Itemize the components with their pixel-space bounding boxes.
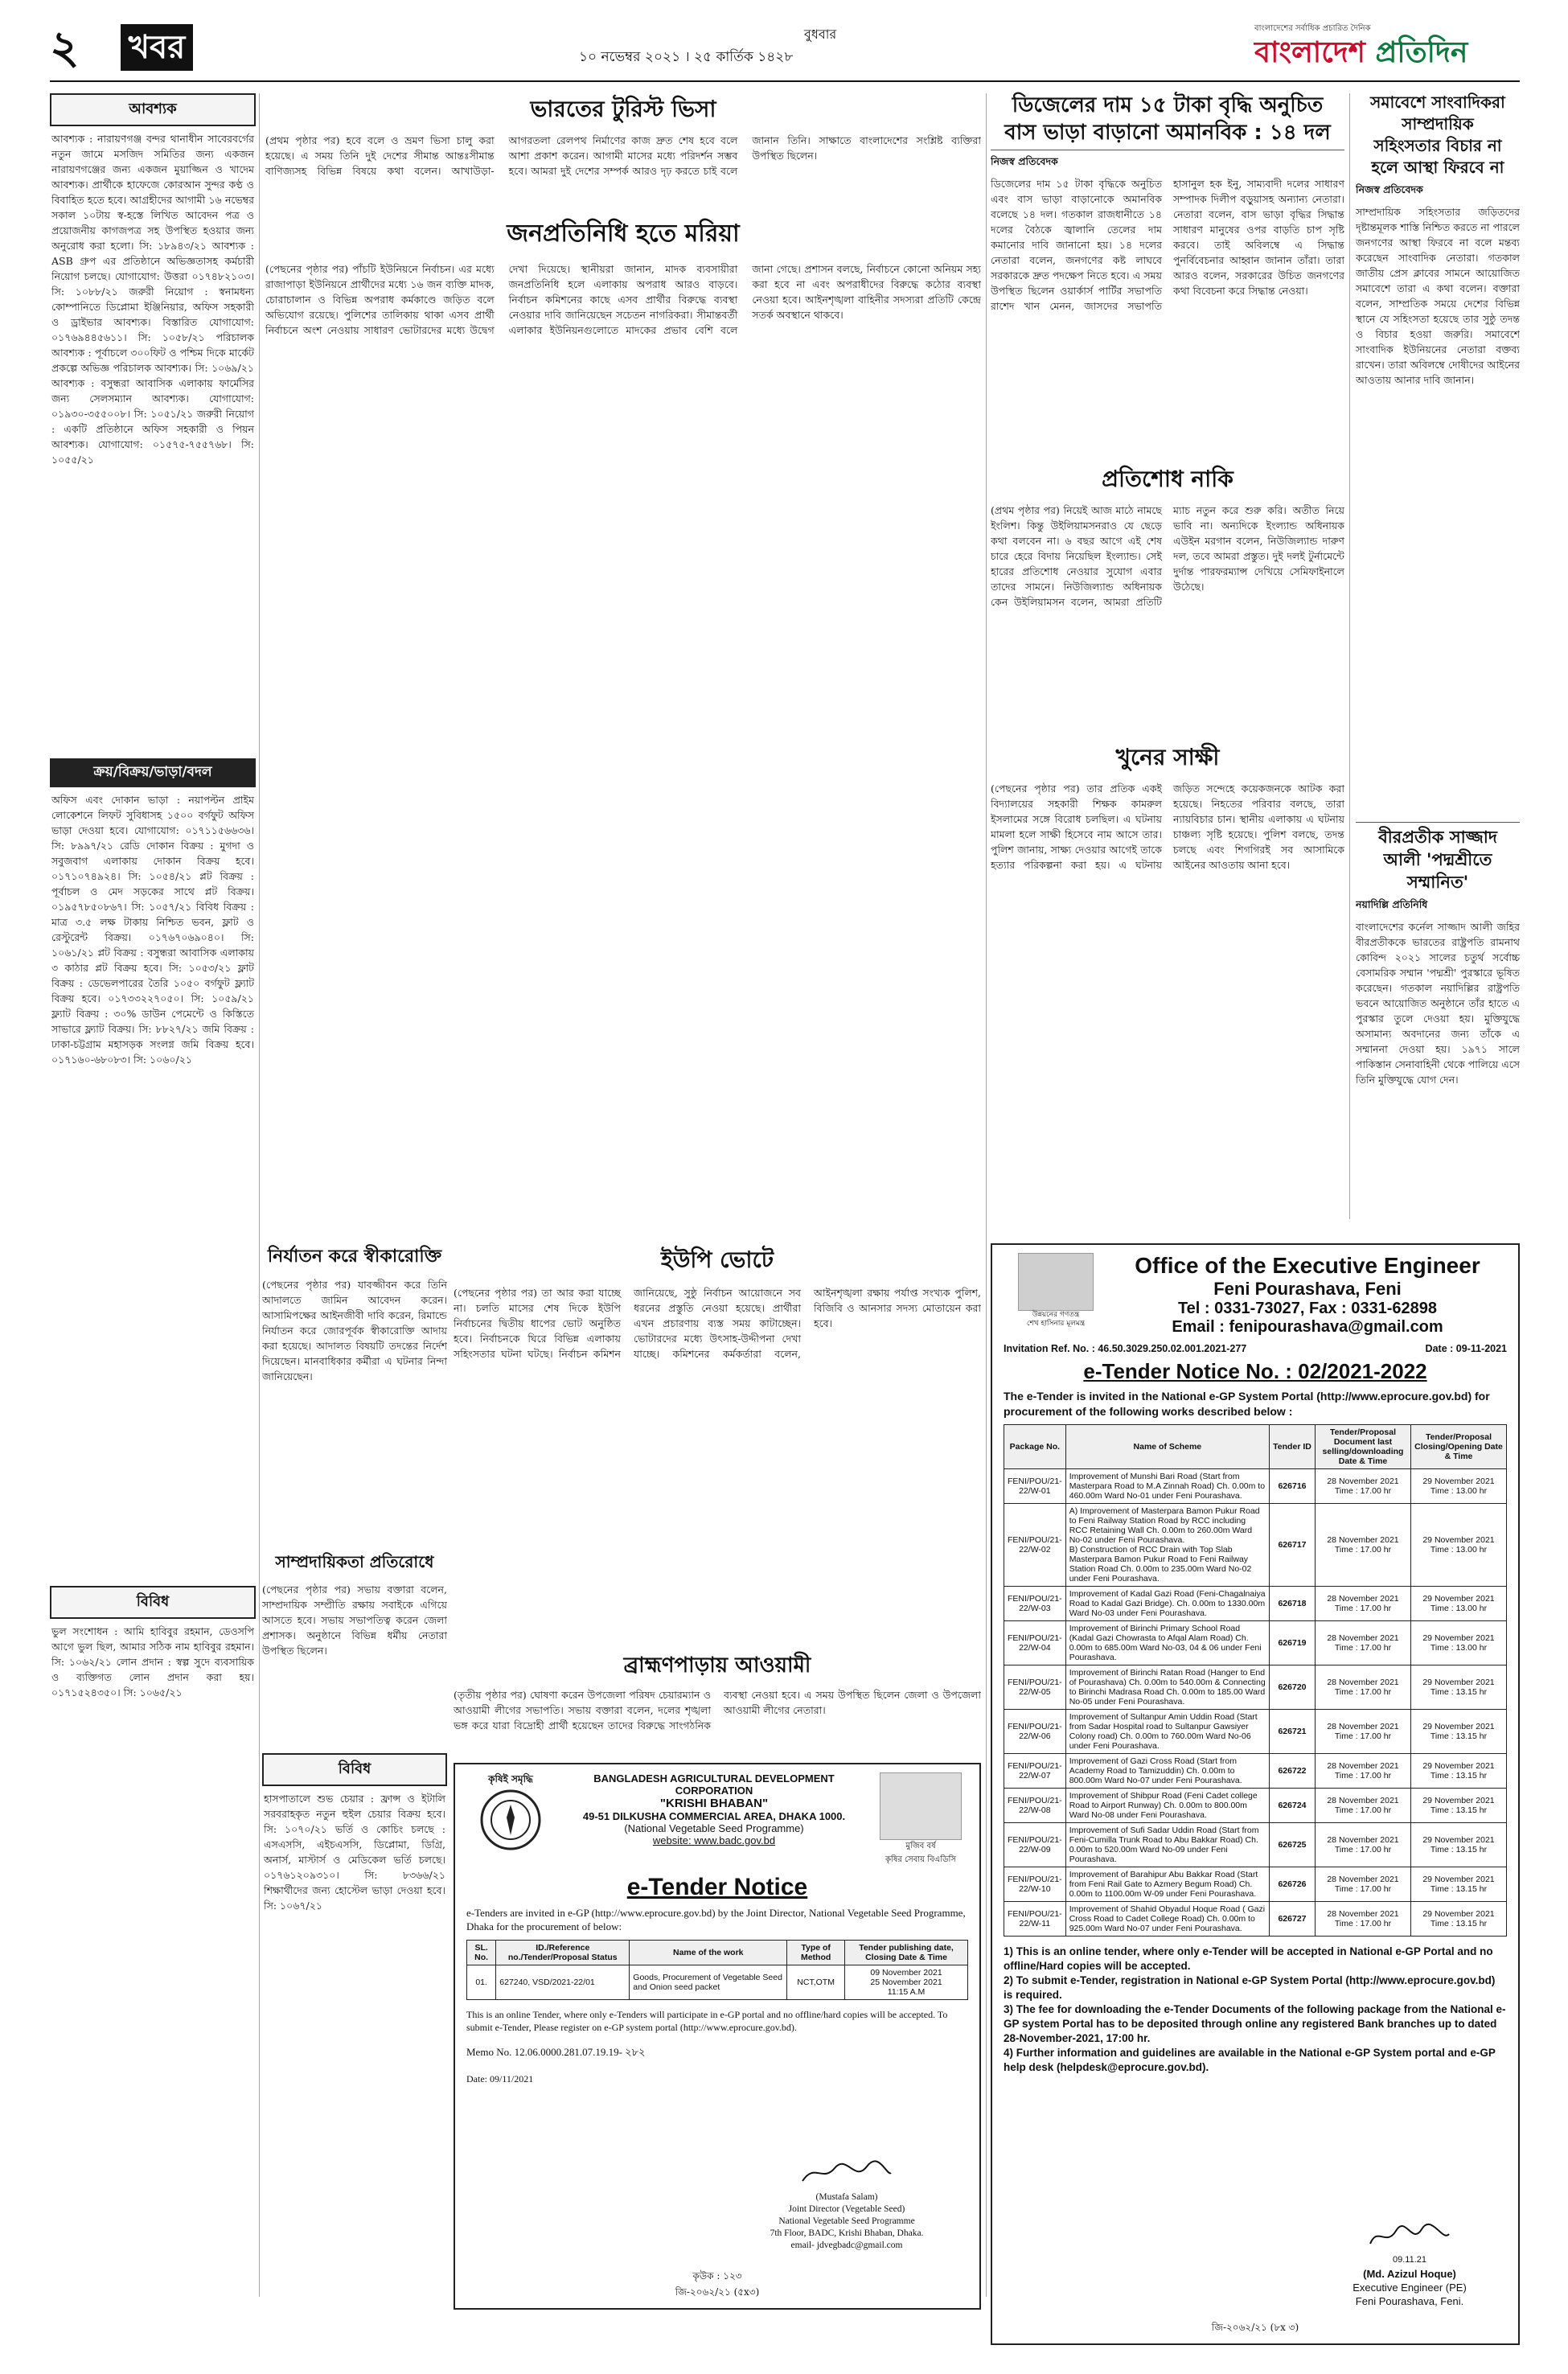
table-row: [1004, 1754, 1507, 1789]
article-journalist-text: সাম্প্রদায়িক সহিংসতার জড়িতদের দৃষ্টান্তমূলক শাস্তি নিশ্চিত করতে না পারলে জনগণের আস্থা ফিরবে না বলে মন্তব্য করেছেন সাংবাদিক নেতারা। গতকাল জাতীয় প্রেস ক্লাবের সামনে আয়োজিত সমাবেশে তারা এ কথা বলেন। বক্তারা বলেন, সাম্প্রতিক সময়ে দেশের বিভিন্ন স্থানে যে সহিংসতা হয়েছে তার সুষ্ঠু তদন্ত ও বিচার হওয়া জরুরি। সমাবেশে সাংবাদিক ইউনিয়নের নেতারা বক্তব্য রাখেন। তারা অবিলম্বে দোষীদের আইনের আওতায় আনার দাবি জানান।: [1356, 206, 1520, 386]
article-bus-byline: নিজস্ব প্রতিবেদক: [991, 155, 1058, 167]
feni-row-pkg: FENI/POU/21-22/W-07: [1004, 1754, 1066, 1789]
table-row: [1004, 1621, 1507, 1665]
feni-notes: [1004, 1945, 1507, 2075]
badc-signer-org: National Vegetable Seed Programme: [778, 2216, 915, 2226]
badc-col-type: Type of Method: [787, 1941, 845, 1965]
feni-row-id: 626721: [1270, 1710, 1316, 1754]
badc-signature-icon: [798, 2158, 895, 2187]
header-date: ১০ নভেম্বর ২০২১ । ২৫ কার্তিক ১৪২৮: [579, 49, 794, 65]
badc-signer-name: (Mustafa Salam): [815, 2192, 878, 2202]
feni-row-name: Improvement of Sufi Sadar Uddin Road (Start from Feni-Cumilla Trunk Road to Abu Bakkar Road) Ch. 0.00m to 520.00m Ward No-09 under Feni Pourashava.: [1065, 1823, 1269, 1867]
feni-row-pkg: FENI/POU/21-22/W-02: [1004, 1504, 1066, 1587]
article-witness-title: খুনের সাক্ষী: [1115, 744, 1220, 770]
badc-row-name: Goods, Procurement of Vegetable Seed and Onion seed packet: [630, 1965, 787, 2000]
feni-row-pkg: FENI/POU/21-22/W-10: [1004, 1867, 1066, 1902]
feni-row-last: 28 November 2021 Time : 17.00 hr: [1316, 1867, 1411, 1902]
feni-row-id: 626719: [1270, 1621, 1316, 1665]
article-confess-title: নির্যাতন করে স্বীকারোক্তি: [267, 1247, 442, 1267]
article-revenge: [991, 462, 1344, 735]
classifieds-misc2-heading: বিবিধ: [262, 1753, 447, 1786]
classifieds-column: [50, 93, 256, 1573]
table-row: [1004, 1710, 1507, 1754]
table-row: [1004, 1665, 1507, 1710]
classifieds-needed-text: আবশ্যক : নারায়ণগঞ্জ বন্দর থানাধীন সাবেরবর্গের নতুন জামে মসজিদ সমিতির জন্য একজন নারায়ণগঞ্জের জন্য একজন মুয়াজ্জিন ও খাদেম আবশ্যক। প্রার্থীকে হাফেজে কোরআন সুন্দর কণ্ঠ ও বিবাহিত হতে হবে। আগ্রহীদের আগামী ১৬ নভেম্বর সকাল ১০টায় স্ব-হস্তে লিখিত আবেদন পত্র ও প্রয়োজনীয় কাগজপত্র সহ উপস্থিত হওয়ার জন্য অনুরোধ করা হলো। সি: ১৮৯৪৩/২১ আবশ্যক : ASB গ্রুপ এর প্রতিষ্ঠানে অভিজ্ঞতাসহ কর্মচারী নিয়োগ চলছে। যোগাযোগ: উত্তরা ০১৭৪৮২১০৩। সি: ১০৮৮/২১ জরুরী নিয়োগ : স্বনামধন্য কোম্পানিতে ডিপ্লোমা ইঞ্জিনিয়ার, অফিস সহকারী ও ড্রাইভার আবশ্যক। বিস্তারিত যোগাযোগ: ০১৭৬৯৪৪৫৬১১। সি: ১০৫৮/২১ পরিচালক আবশ্যক : পূর্বাচলে ৩০০ফিট ও পশ্চিম দিকে মার্কেট প্রকল্পে অভিজ্ঞ পরিচালক আবশ্যক। সি: ১০৬৯/২১ আবশ্যক : বসুন্ধরা আবাসিক এলাকায় ফার্মেসির জন্য সেলসম্যান আবশ্যক। যোগাযোগ: ০১৯৩০-৩৫৫০০৮। সি: ১০৫১/২১ জরুরী নিয়োগ : একটি প্রতিষ্ঠানে অফিস সহকারী ও পিয়ন আবশ্যক। যোগাযোগ: ০১৫৭৫-৭৫৫৭৬৮। সি: ১০৫৫/২১: [51, 133, 254, 466]
article-ward-title: জনপ্রতিনিধি হতে মরিয়া: [507, 220, 740, 248]
feni-col-id: Tender ID: [1270, 1425, 1316, 1469]
feni-row-last: 28 November 2021 Time : 17.00 hr: [1316, 1621, 1411, 1665]
feni-row-pkg: FENI/POU/21-22/W-05: [1004, 1665, 1066, 1710]
feni-note-4: 4) Further information and guidelines are available in the National e-GP System portal and e-GP help desk (helpdesk@eprocure.gov.bd).: [1004, 2047, 1496, 2073]
article-ward-text: (পেছনের পৃষ্ঠার পর) পাঁচটি ইউনিয়নে নির্বাচন। এর মধ্যে রাজাপাড়া ইউনিয়নে প্রার্থীদের মধ্যে ১৬ জন ব্যক্তি মাদক, চোরাচালান ও বিভিন্ন অপরাধ কর্মকাণ্ডে জড়িত বলে অভিযোগ রয়েছে। পুলিশের তালিকায় থাকা এসব প্রার্থী নির্বাচনে অংশ নেওয়ায় সাধারণ ভোটারদের মধ্যে উদ্বেগ দেখা দিয়েছে। স্থানীয়রা জানান, মাদক ব্যবসায়ীরা জনপ্রতিনিধি হলে এলাকায় অপরাধ আরও বাড়বে। নির্বাচন কমিশনের কাছে এসব প্রার্থীর বিরুদ্ধে ব্যবস্থা নেওয়ার দাবি জানিয়েছেন সচেতন নাগরিকরা। সীমান্তবর্তী এলাকার ইউনিয়নগুলোতে মাদকের প্রভাব বেশি বলে জানা গেছে। প্রশাসন বলছে, নির্বাচনে কোনো অনিয়ম সহ্য করা হবে না এবং অপরাধীদের বিরুদ্ধে কঠোর ব্যবস্থা নেওয়া হবে। আইনশৃঙ্খলা বাহিনীর সদস্যরা প্রতিটি কেন্দ্রে সতর্ক অবস্থানে থাকবে।: [265, 263, 981, 336]
feni-row-pkg: FENI/POU/21-22/W-09: [1004, 1823, 1066, 1867]
article-brahmanpara: [454, 1649, 981, 1753]
feni-row-pkg: FENI/POU/21-22/W-11: [1004, 1902, 1066, 1937]
article-ward: [265, 211, 981, 1232]
feni-row-pkg: FENI/POU/21-22/W-01: [1004, 1469, 1066, 1504]
header-rule: [50, 80, 1520, 82]
badc-row-date: 09 November 2021 25 November 2021 11:15 A.M: [845, 1965, 968, 2000]
feni-row-id: 626726: [1270, 1867, 1316, 1902]
article-communal-text: (পেছনের পৃষ্ঠার পর) সভায় বক্তারা বলেন, সাম্প্রদায়িক সম্প্রীতি রক্ষায় সবাইকে এগিয়ে আসতে হবে। সভায় সভাপতিত্ব করেন জেলা প্রশাসক। অনুষ্ঠানে বিভিন্ন ধর্মীয় নেতারা উপস্থিত ছিলেন।: [262, 1583, 447, 1657]
column-divider: [1349, 93, 1350, 1219]
feni-row-name: Improvement of Gazi Cross Road (Start from Academy Road to Tamizuddin) Ch. 0.00m to 800.00m Ward No-07 under Feni Pourashava.: [1065, 1754, 1269, 1789]
badc-row-id: 627240, VSD/2021-22/01: [496, 1965, 630, 2000]
feni-row-close: 29 November 2021 Time : 13.15 hr: [1411, 1665, 1507, 1710]
feni-date: Date : 09-11-2021: [1425, 1343, 1507, 1354]
feni-signer-org: Feni Pourashava, Feni.: [1355, 2295, 1464, 2307]
article-up-text: (পেছনের পৃষ্ঠার পর) তা আর করা যাচ্ছে না। চলতি মাসের শেষ দিকে ইউপি নির্বাচনের দ্বিতীয় ধাপের ভোট অনুষ্ঠিত হবে। নির্বাচনকে ঘিরে বিভিন্ন এলাকায় সহিংসতার ঘটনা ঘটছে। নির্বাচন কমিশন জানিয়েছে, সুষ্ঠু নির্বাচন আয়োজনে সব ধরনের প্রস্তুতি নেওয়া হয়েছে। প্রার্থীরা এখন প্রচারণায় ব্যস্ত সময় কাটাচ্ছেন। ভোটারদের মধ্যে উৎসাহ-উদ্দীপনা দেখা যাচ্ছে। কমিশনের কর্মকর্তারা বলেন, আইনশৃঙ্খলা রক্ষায় পর্যাপ্ত সংখ্যক পুলিশ, বিজিবি ও আনসার সদস্য মোতায়েন করা হবে।: [454, 1287, 981, 1360]
feni-sign-date: 09.11.21: [1392, 2255, 1426, 2265]
feni-row-name: Improvement of Shahid Obyadul Hoque Road ( Gazi Cross Road to Cadet College Road) Ch. 0.00m to 925.00m Ward No-07 under Feni Pourashava.: [1065, 1902, 1269, 1937]
feni-row-name: Improvement of Munshi Bari Road (Start from Masterpara Road to M.A Zinnah Road) Ch. 0.00m to 460.00m Ward No-01 under Feni Pourashava.: [1065, 1469, 1269, 1504]
feni-col-close: Tender/Proposal Closing/Opening Date & Time: [1411, 1425, 1507, 1469]
feni-logo: [1004, 1253, 1108, 1337]
classifieds-needed-heading: আবশ্যক: [50, 93, 256, 126]
table-row: [1004, 1823, 1507, 1867]
feni-tender-ad: [991, 1243, 1520, 2345]
badc-signer-title: Joint Director (Vegetable Seed): [788, 2204, 905, 2214]
classifieds-sale-text: অফিস এবং দোকান ভাড়া : নয়াপল্টন প্রাইম লোকেশনে লিফট সুবিধাসহ ১৫০০ বর্গফুট অফিস ভাড়া দেওয়া হবে। যোগাযোগ: ০১৭১১৫৬৬৩৬। সি: ৮৯৯৭/২১ রেডি দোকান বিক্রয় : মুগদা ও সবুজবাগ এলাকায় দোকান বিক্রয় হবে। ০১৭১০৭৪৯২৪। সি: ১০৫৪/২১ প্লট বিক্রয় : পূর্বাচল ও মেদ সড়কের সাথে প্লট বিক্রয়। ০১৯৫৭৮৫০৮৬৭। সি: ১০৫৭/২১ বিবিধ বিক্রয় : মাত্র ৩.৫ লক্ষ টাকায় নিশ্চিত ভবন, ফ্লাট ও রেস্টুরেন্ট বিক্রয়। ০১৭৬৭০৬৯০৪০। সি: ১০৬১/২১ প্লট বিক্রয় : বসুন্ধরা আবাসিক এলাকায় ৩ কাঠার প্লট বিক্রয় হবে। সি: ১০৫৩/২১ ফ্লাট বিক্রয় : ডেভেলপারের তৈরি ১০৫০ বর্গফুট ফ্ল্যাট বিক্রয় হবে। ০১৭৩৩২২৭০৫০। সি: ১০৫৯/২১ ফ্ল্যাট বিক্রয় : ৩০% ডাউন পেমেন্টে ও কিস্তিতে সাভারে ফ্ল্যাট বিক্রয়। সি: ৮৮২৭/২১ জমি বিক্রয় : ঢাকা-চট্টগ্রাম মহাসড়ক সংলগ্ন জমি বিক্রয় হবে। ০১৭১৬০-৬৮০৮৩। সি: ১০৬০/২১: [51, 794, 254, 1066]
feni-row-close: 29 November 2021 Time : 13.00 hr: [1411, 1504, 1507, 1587]
feni-row-close: 29 November 2021 Time : 13.15 hr: [1411, 1902, 1507, 1937]
badc-website: website: www.badc.gov.bd: [652, 1834, 776, 1846]
article-confess-text: (পেছনের পৃষ্ঠার পর) যাবজ্জীবন করে তিনি আদালতে জামিন আবেদন করেন। আসামিপক্ষের আইনজীবী দাবি করেন, রিমান্ডে নির্যাতন করে জোরপূর্বক স্বীকারোক্তি আদায় করা হয়েছে। আদালত বিষয়টি তদন্তের নির্দেশ দিয়েছেন। মানবাধিকার কর্মীরা এ ঘটনার নিন্দা জানিয়েছেন।: [262, 1279, 447, 1382]
feni-col-name: Name of Scheme: [1065, 1425, 1269, 1469]
column-divider: [259, 93, 260, 2297]
feni-tel: Tel : 0331-73027, Fax : 0331-62898: [1177, 1300, 1438, 1317]
badc-memo: Memo No. 12.06.0000.281.07.19.19- ২৮২: [466, 2046, 646, 2058]
badc-notice-title: e-Tender Notice: [626, 1874, 808, 1900]
feni-invitation: Invitation Ref. No. : 46.50.3029.250.02.001.2021-277: [1004, 1343, 1247, 1354]
feni-row-name: Improvement of Sultanpur Amin Uddin Road (Start from Sadar Hospital road to Sultanpur Gawsiyer Colony road) Ch. 0.00m to 760.00m Ward No-06 under Feni Pourashava.: [1065, 1710, 1269, 1754]
feni-row-close: 29 November 2021 Time : 13.00 hr: [1411, 1469, 1507, 1504]
feni-note-1: 1) This is an online tender, where only e-Tender will be accepted in National e-GP Portal and no offline/Hard copies will be accepted.: [1004, 1945, 1493, 1972]
feni-row-last: 28 November 2021 Time : 17.00 hr: [1316, 1789, 1411, 1823]
feni-col-pkg: Package No.: [1004, 1425, 1066, 1469]
article-revenge-title: প্রতিশোধ নাকি: [1102, 466, 1233, 492]
feni-row-close: 29 November 2021 Time : 13.15 hr: [1411, 1754, 1507, 1789]
feni-notice-title: e-Tender Notice No. : 02/2021-2022: [1083, 1359, 1427, 1383]
table-row: [1004, 1504, 1507, 1587]
feni-signature-block: [1317, 2223, 1502, 2308]
badc-org: BANGLADESH AGRICULTURAL DEVELOPMENT CORPORATION: [593, 1772, 835, 1797]
badc-intro: e-Tenders are invited in e-GP (http://www.eprocure.gov.bd) by the Joint Director, National Vegetable Seed Programme, Dhaka for the procurement of below:: [466, 1907, 966, 1932]
table-row: [1004, 1867, 1507, 1902]
feni-row-id: 626724: [1270, 1789, 1316, 1823]
feni-signer-name: (Md. Azizul Hoque): [1363, 2268, 1456, 2280]
feni-row-last: 28 November 2021 Time : 17.00 hr: [1316, 1823, 1411, 1867]
article-padma: [1356, 822, 1520, 1232]
feni-row-last: 28 November 2021 Time : 17.00 hr: [1316, 1587, 1411, 1621]
feni-row-id: 626718: [1270, 1587, 1316, 1621]
feni-portrait: [1018, 1253, 1094, 1311]
classifieds-misc-text: ভুল সংশোধন : আমি হাবিবুর রহমান, ডেওসপি আগে ভুল ছিল, আমার সঠিক নাম হাবিবুর রহমান। সি: ১০৬২/২১ লোন প্রদান : স্বল্প সুদে ব্যবসায়িক ও ব্যক্তিগত লোন প্রদান করা হয়। ০১৭১৫২৪৩৫০। সি: ১০৬৫/২১: [51, 1625, 254, 1698]
feni-row-id: 626716: [1270, 1469, 1316, 1504]
badc-date: Date: 09/11/2021: [466, 2073, 534, 2084]
feni-row-close: 29 November 2021 Time : 13.15 hr: [1411, 1867, 1507, 1902]
feni-row-last: 28 November 2021 Time : 17.00 hr: [1316, 1469, 1411, 1504]
feni-row-last: 28 November 2021 Time : 17.00 hr: [1316, 1504, 1411, 1587]
feni-row-last: 28 November 2021 Time : 17.00 hr: [1316, 1902, 1411, 1937]
article-bus: [991, 92, 1344, 454]
feni-row-pkg: FENI/POU/21-22/W-03: [1004, 1587, 1066, 1621]
article-visa: [265, 92, 981, 204]
feni-row-name: Improvement of Barahipur Abu Bakkar Road (Start from Feni Rail Gate to Azmery Begum Road) Ch. 0.00m to 1100.00m W-09 under Feni Pourashava.: [1065, 1867, 1269, 1902]
classifieds-misc-column: [50, 1586, 256, 2294]
article-bus-title: ডিজেলের দাম ১৫ টাকা বৃদ্ধি অনুচিত বাস ভাড়া বাড়ানো অমানবিক : ১৪ দল: [991, 92, 1344, 150]
table-row: [467, 1965, 968, 2000]
feni-row-close: 29 November 2021 Time : 13.15 hr: [1411, 1789, 1507, 1823]
feni-signature-icon: [1365, 2223, 1454, 2250]
article-journalist-title: সমাবেশে সাংবাদিকরা সাম্প্রদায়িক সহিংসতার বিচার না হলে আস্থা ফিরবে না: [1370, 92, 1505, 177]
table-row: [1004, 1469, 1507, 1504]
badc-address: 49-51 DILKUSHA COMMERCIAL AREA, DHAKA 1000.: [582, 1810, 846, 1822]
logo-name-a: বাংলাদেশ: [1254, 36, 1376, 69]
badc-row-type: NCT,OTM: [787, 1965, 845, 2000]
mujib-logo: [873, 1772, 968, 1867]
mujib-caption: মুজিব বর্ষ কৃষির সেবায় বিএডিসি: [885, 1842, 956, 1864]
feni-row-last: 28 November 2021 Time : 17.00 hr: [1316, 1710, 1411, 1754]
article-revenge-text: (প্রথম পৃষ্ঠার পর) নিয়েই আজ মাঠে নামছে ইংলিশ। কিন্তু উইলিয়ামসনরাও যে ছেড়ে কথা বলবেন না। ৬ বছর আগে এই শেষ চারে হেরে বিদায় নিয়েছিল ইংল্যান্ড। সেই হারের প্রতিশোধ নেওয়ার সুযোগ এবার তাদের সামনে। নিউজিল্যান্ড অধিনায়ক কেন উইলিয়ামসন বলেন, আমরা প্রতিটি ম্যাচ নতুন করে শুরু করি। অতীত নিয়ে ভাবি না। অন্যদিকে ইংল্যান্ড অধিনায়ক এউইন মরগান বলেন, নিউজিল্যান্ড দারুণ দল, তবে আমরা প্রস্তুত। দুই দলই টুর্নামেন্টে দুর্দান্ত পারফরম্যান্স দেখিয়ে সেমিফাইনালে উঠেছে।: [991, 504, 1344, 608]
feni-row-name: Improvement of Kadal Gazi Road (Feni-Chagalnaiya Road to Kadal Gazi Bridge). Ch. 0.00m to 1330.00m Ward No-03 under Feni Pourashava.: [1065, 1587, 1269, 1621]
feni-row-id: 626717: [1270, 1504, 1316, 1587]
badc-col-sl: SL. No.: [467, 1941, 496, 1965]
logo-tagline: বাংলাদেশের সর্বাধিক প্রচারিত দৈনিক: [1254, 24, 1371, 33]
table-row: [1004, 1902, 1507, 1937]
article-padma-byline: নয়াদিল্লি প্রতিনিধি: [1356, 898, 1428, 910]
feni-row-name: Improvement of Birinchi Ratan Road (Hanger to End of Pourashava) Ch. 0.00m to 540.00m & Connecting to Birinchi Madrasa Road Ch. 0.00m to 185.00 Ward No-05 under Feni Pourashava.: [1065, 1665, 1269, 1710]
feni-row-close: 29 November 2021 Time : 13.15 hr: [1411, 1710, 1507, 1754]
classifieds-misc2-text: হাসপাতালে শুভ চেয়ার : ফ্রান্স ও ইটালি সরবরাহকৃত নতুন হুইল চেয়ার বিক্রয় হবে। সি: ১০৭০/২১ ভর্তি ও কোচিং চলছে : এসএসসি, এইচএসসি, ডিপ্লোমা, ডিগ্রি, অনার্স, মাস্টার্স ও মেডিকেল ভর্তি চলছে। ০১৭৬১২০৯৩১০। সি: ৮৩৬৬/২১ শিক্ষার্থীদের জন্য হোস্টেল ভাড়া দেওয়া হবে। সি: ১০৬৭/২১: [264, 1793, 445, 1912]
badc-signer-addr: 7th Floor, BADC, Krishi Bhaban, Dhaka.: [770, 2228, 924, 2238]
article-confess: [262, 1242, 447, 1741]
page-number: ২: [50, 22, 80, 74]
article-brahmanpara-text: (তৃতীয় পৃষ্ঠার পর) ঘোষণা করেন উপজেলা পরিষদ চেয়ারম্যান ও আওয়ামী লীগের সভাপতি। সভায় বক্তারা বলেন, দলের শৃঙ্খলা ভঙ্গ করে যারা বিদ্রোহী প্রার্থী হয়েছেন তাদের বিরুদ্ধে সাংগঠনিক ব্যবস্থা নেওয়া হবে। এ সময় উপস্থিত ছিলেন জেলা ও উপজেলা আওয়ামী লীগের নেতারা।: [454, 1689, 981, 1731]
feni-email: Email : fenipourashava@gmail.com: [1172, 1318, 1443, 1336]
feni-row-close: 29 November 2021 Time : 13.00 hr: [1411, 1621, 1507, 1665]
article-visa-text: (প্রথম পৃষ্ঠার পর) হবে বলে ও ভ্রমণ ভিসা চালু করা হয়েছে। এ সময় তিনি দুই দেশের সীমান্ত আন্তঃসীমান্ত বাণিজ্যসহ বিভিন্ন বিষয়ে কথা বলেন। আখাউড়া-আগরতলা রেলপথ নির্মাণের কাজ দ্রুত শেষ হবে বলে আশা প্রকাশ করেন। আগামী মাসের মধ্যে পরিদর্শন সম্ভব হবে। আমরা দুই দেশের সম্পর্ক আরও দৃঢ় করতে চাই বলে জানান তিনি। সাক্ষাতে বাংলাদেশের সংশ্লিষ্ট ব্যক্তিরা উপস্থিত ছিলেন।: [265, 134, 981, 177]
feni-org: Feni Pourashava, Feni: [1213, 1279, 1402, 1299]
feni-row-pkg: FENI/POU/21-22/W-08: [1004, 1789, 1066, 1823]
article-up-title: ইউপি ভোটে: [661, 1247, 774, 1273]
feni-row-last: 28 November 2021 Time : 17.00 hr: [1316, 1754, 1411, 1789]
feni-tender-table: [1004, 1424, 1507, 1937]
classifieds-misc-heading: বিবিধ: [50, 1586, 256, 1619]
article-journalist-byline: নিজস্ব প্রতিবেদক: [1356, 183, 1423, 195]
badc-signature-block: [746, 2158, 947, 2252]
badc-col-name: Name of the work: [630, 1941, 787, 1965]
article-witness-text: (পেছনের পৃষ্ঠার পর) তার প্রতিক একই বিদ্যালয়ের সহকারী শিক্ষক কামরুল ইসলামের সঙ্গে বিরোধ চলছিল। এ ঘটনায় মামলা হলে সাক্ষী হিসেবে নাম আসে তার। পুলিশ জানায়, সাক্ষ্য দেওয়ার আগেই তাকে হত্যার পরিকল্পনা করা হয়। এ ঘটনায় জড়িত সন্দেহে কয়েকজনকে আটক করা হয়েছে। নিহতের পরিবার বলছে, তারা ন্যায়বিচার চান। স্থানীয় এলাকায় এ ঘটনায় চাঞ্চল্য সৃষ্টি হয়েছে। পুলিশ বলছে, তদন্ত চলছে এবং শিগগিরই সব আসামিকে আইনের আওতায় আনা হবে।: [991, 782, 1344, 871]
article-journalist: [1356, 92, 1520, 815]
feni-row-name: Improvement of Birinchi Primary School Road (Kadal Gazi Chowrasta to Afqal Alam Road) Ch. 0.00m to 685.00m Ward No-03, 04 & 06 under Feni Pourashava.: [1065, 1621, 1269, 1665]
column-divider: [986, 93, 987, 2297]
feni-row-id: 626720: [1270, 1665, 1316, 1710]
badc-programme: (National Vegetable Seed Programme): [624, 1822, 804, 1834]
badc-logo: [466, 1772, 555, 1854]
badc-col-id: ID./Reference no./Tender/Proposal Status: [496, 1941, 630, 1965]
feni-row-id: 626725: [1270, 1823, 1316, 1867]
badc-emblem-icon: [479, 1789, 542, 1851]
feni-note-3: 3) The fee for downloading the e-Tender Documents of the following package from the National e-GP system Portal has to be deposited through online any registered Bank branches up to dated 28-November-2021, 17:00 hr.: [1004, 2003, 1506, 2044]
feni-row-close: 29 November 2021 Time : 13.15 hr: [1411, 1823, 1507, 1867]
feni-signer-title: Executive Engineer (PE): [1353, 2282, 1467, 2294]
classifieds-misc2-column: [262, 1753, 447, 2236]
mujib-portrait: [880, 1772, 962, 1840]
feni-row-name: A) Improvement of Masterpara Bamon Pukur Road to Feni Railway Station Road by RCC including RCC Retaining Wall Ch. 0.00m to 260.00m Ward No-02 under Feni Pourashava. B) Construction of RCC Drain with Top Slab Masterpara Bamon Pukur Road to Feni Railway Station Road Ch. 0.00m to 235.00m Ward No-02 under Feni Pourashava.: [1065, 1504, 1269, 1587]
feni-intro: The e-Tender is invited in the National e-GP System Portal (http://www.eprocure.gov.bd) for procurement of the following works described below :: [1004, 1390, 1490, 1418]
table-row: [1004, 1587, 1507, 1621]
article-padma-text: বাংলাদেশের কর্নেল সাজ্জাদ আলী জহির বীরপ্রতীককে ভারতের রাষ্ট্রপতি রামনাথ কোবিন্দ ২০২১ সালের চতুর্থ সর্বোচ্চ বেসামরিক সম্মান 'পদ্মশ্রী' পুরস্কারে ভূষিত করেছেন। গতকাল নয়াদিল্লির রাষ্ট্রপতি ভবনে আয়োজিত অনুষ্ঠানে তাঁর হাতে এ পুরস্কার তুলে দেওয়া হয়। মুক্তিযুদ্ধে অসামান্য অবদানের জন্য তাঁকে এ সম্মাননা দেওয়া হয়। ১৯৭১ সালে পাকিস্তান সেনাবাহিনী থেকে পালিয়ে এসে তিনি মুক্তিযুদ্ধে যোগ দেন।: [1356, 921, 1520, 1086]
feni-office: Office of the Executive Engineer: [1135, 1253, 1480, 1278]
classifieds-sale-heading: ক্রয়/বিক্রয়/ভাড়া/বদল: [50, 758, 256, 787]
article-communal-title: সাম্প্রদায়িকতা প্রতিরোধে: [275, 1552, 434, 1571]
badc-tender-ad: [454, 1763, 981, 2310]
badc-logo-caption: কৃষিই সমৃদ্ধি: [488, 1773, 533, 1785]
table-row: [1004, 1789, 1507, 1823]
article-up: [454, 1242, 981, 1645]
feni-row-id: 626722: [1270, 1754, 1316, 1789]
badc-bhaban: "KRISHI BHABAN": [659, 1797, 769, 1810]
article-brahmanpara-title: ব্রাহ্মণপাড়ায় আওয়ামী: [623, 1653, 811, 1678]
feni-row-id: 626727: [1270, 1902, 1316, 1937]
article-witness: [991, 740, 1344, 1238]
feni-note-2: 2) To submit e-Tender, registration in National e-GP System Portal (http://www.eprocure.gov.bd) is required.: [1004, 1974, 1496, 2001]
newspaper-logo: [1254, 23, 1520, 76]
feni-row-pkg: FENI/POU/21-22/W-06: [1004, 1710, 1066, 1754]
article-padma-title: বীরপ্রতীক সাজ্জাদ আলী 'পদ্মশ্রীতে সম্মানিত': [1356, 822, 1520, 893]
feni-logo-caption: উন্নয়নের গণতন্ত্র শেখ হাসিনার মূলমন্ত্র: [1026, 1311, 1086, 1328]
feni-row-name: Improvement of Shibpur Road (Feni Cadet college Road to Airport Runway) Ch. 0.00m to 800.00m Ward No-08 under Feni Pourashava.: [1065, 1789, 1269, 1823]
section-name: খবর: [121, 24, 193, 71]
logo-name-b: প্রতিদিন: [1375, 36, 1468, 69]
badc-col-date: Tender publishing date, Closing Date & Time: [845, 1941, 968, 1965]
feni-row-last: 28 November 2021 Time : 17.00 hr: [1316, 1665, 1411, 1710]
badc-row-sl: 01.: [467, 1965, 496, 2000]
article-visa-title: ভারতের টুরিস্ট ভিসা: [530, 96, 716, 122]
badc-signer-email: email- jdvegbadc@gmail.com: [790, 2241, 903, 2250]
feni-ref: জি-২০৬২/২১ (৮x ৩): [1211, 2322, 1299, 2333]
article-bus-text: ডিজেলের দাম ১৫ টাকা বৃদ্ধিকে অনুচিত এবং বাস ভাড়া বাড়ানোকে অমানবিক বলেছে ১৪ দল। গতকাল রাজধানীতে ১৪ দলের বৈঠকে জ্বালানি তেলের দাম কমানোর দাবি জানানো হয়। ১৪ দলের নেতারা বলেন, জনগণের কষ্ট লাঘবে সরকারকে দ্রুত পদক্ষেপ নিতে হবে। এ সময় উপস্থিত ছিলেন ওয়ার্কার্স পার্টির সভাপতি রাশেদ খান মেনন, জাসদের সভাপতি হাসানুল হক ইনু, সাম্যবাদী দলের সাধারণ সম্পাদক দিলীপ বড়ুয়াসহ অন্যান্য নেতারা। নেতারা বলেন, বাস ভাড়া বৃদ্ধির সিদ্ধান্ত সাধারণ মানুষের ওপর বাড়তি চাপ সৃষ্টি করবে। তাই অবিলম্বে এ সিদ্ধান্ত পুনর্বিবেচনার আহ্বান জানান তাঁরা। তারা আরও বলেন, সরকারের উচিত জনগণের কথা বিবেচনা করে সিদ্ধান্ত নেওয়া।: [991, 178, 1344, 312]
header-day: বুধবার: [804, 27, 837, 42]
badc-tender-table: [466, 1940, 968, 2000]
badc-note: This is an online Tender, where only e-Tenders will participate in e-GP portal and no offline/hard copies will be accepted. To submit e-Tender, Please register on e-GP system portal (http://www.eprocure.gov.bd).: [466, 2009, 948, 2033]
feni-row-close: 29 November 2021 Time : 13.00 hr: [1411, 1587, 1507, 1621]
badc-ref: কৃউক : ১২৩ জি-২০৬২/২১ (৫x৩): [675, 2270, 760, 2298]
feni-col-last: Tender/Proposal Document last selling/downloading Date & Time: [1316, 1425, 1411, 1469]
feni-row-pkg: FENI/POU/21-22/W-04: [1004, 1621, 1066, 1665]
